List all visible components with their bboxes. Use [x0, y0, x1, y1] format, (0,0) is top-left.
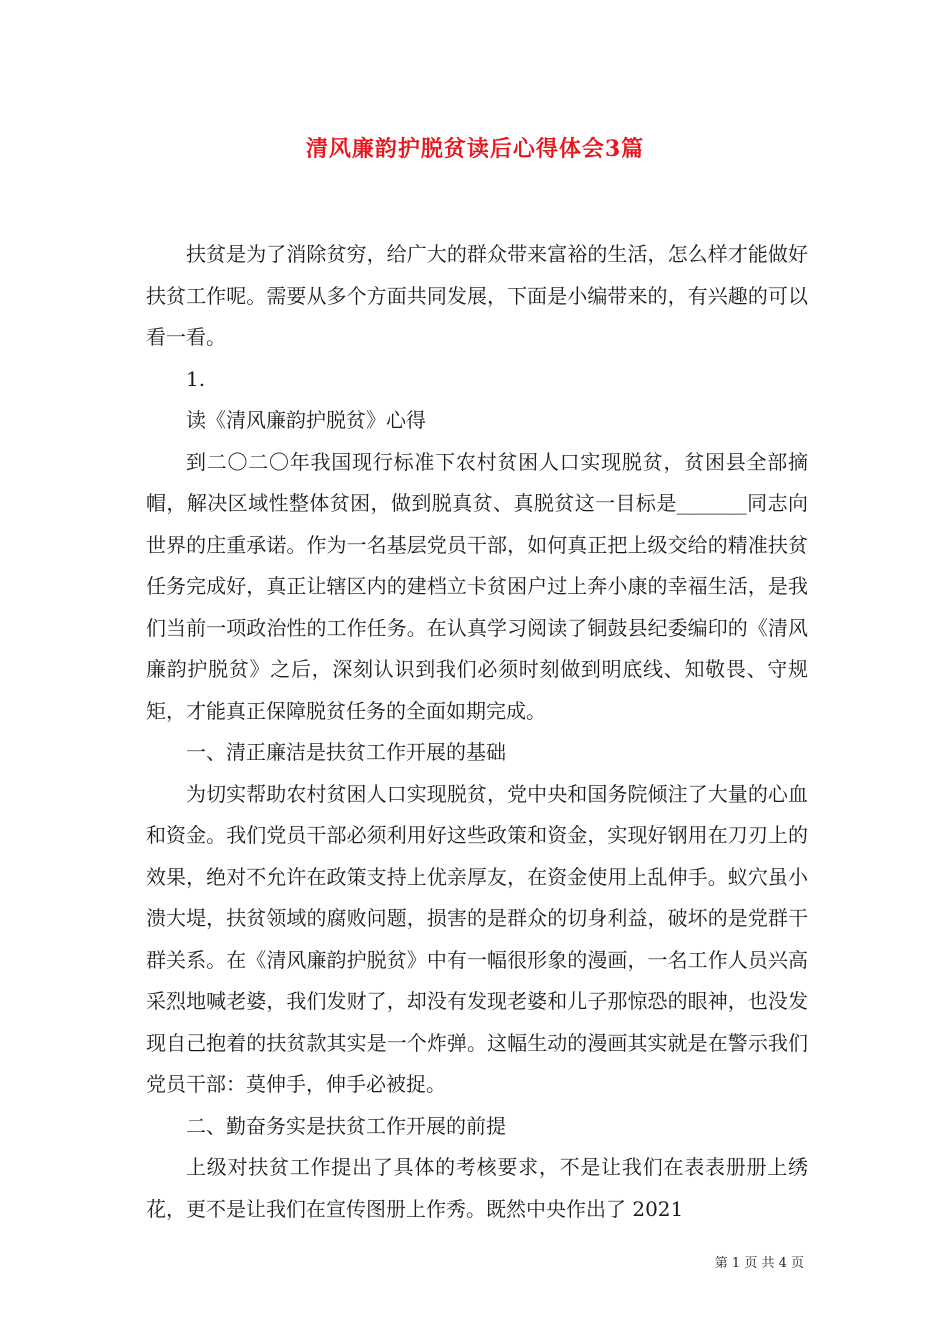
subsection-heading: 一、清正廉洁是扶贫工作开展的基础 [186, 740, 506, 764]
section-number: 1. [186, 366, 206, 391]
subsection-heading: 二、勤奋务实是扶贫工作开展的前提 [186, 1113, 506, 1138]
page-number: 第 1 页 共 4 页 [714, 1256, 804, 1271]
body-paragraph: 为切实帮助农村贫困人口实现脱贫，党中央和国务院倾注了大量的心血和资金。我们党员干部必须利用好这些政策和资金，实现好钢用在刀刃上的效果，绝对不允许在政策支持上优亲厚友，在资金使用上乱伸手。蚁穴虽小溃大堤，扶贫领域的腐败问题，损害的是群众的切身利益，破坏的是党群干群关系。在《清风廉韵护脱贫》中有一幅很形象的漫画，一名工作人员兴高采烈地喊老婆，我们发财了，却没有发现老婆和儿子那惊恐的眼神，也没发现自己抱着的扶贫款其实是一个炸弹。这幅生动的漫画其实就是在警示我们党员干部：莫伸手，伸手必被捉。 [146, 781, 808, 1096]
body-paragraph: 到二〇二〇年我国现行标准下农村贫困人口实现脱贫，贫困县全部摘帽，解决区域性整体贫困，做到脱真贫、真脱贫这一目标是_______同志向世界的庄重承诺。作为一名基层党员干部，如何真正把上级交给的精准扶贫任务完成好，真正让辖区内的建档立卡贫困户过上奔小康的幸福生活，是我们当前一项政治性的工作任务。在认真学习阅读了铜鼓县纪委编印的《清风廉韵护脱贫》之后，深刻认识到我们必须时刻做到明底线、知敬畏、守规矩，才能真正保障脱贫任务的全面如期完成。 [146, 449, 808, 723]
body-paragraph: 上级对扶贫工作提出了具体的考核要求，不是让我们在表表册册上绣花，更不是让我们在宣传图册上作秀。既然中央作出了 2021 [146, 1155, 808, 1221]
document-title: 清风廉韵护脱贫读后心得体会3篇 [305, 136, 645, 162]
section-heading: 读《清风廉韵护脱贫》心得 [186, 408, 426, 432]
document-body [146, 234, 808, 1230]
intro-paragraph: 扶贫是为了消除贫穷，给广大的群众带来富裕的生活，怎么样才能做好扶贫工作呢。需要从多个方面共同发展，下面是小编带来的，有兴趣的可以看一看。 [146, 242, 808, 349]
